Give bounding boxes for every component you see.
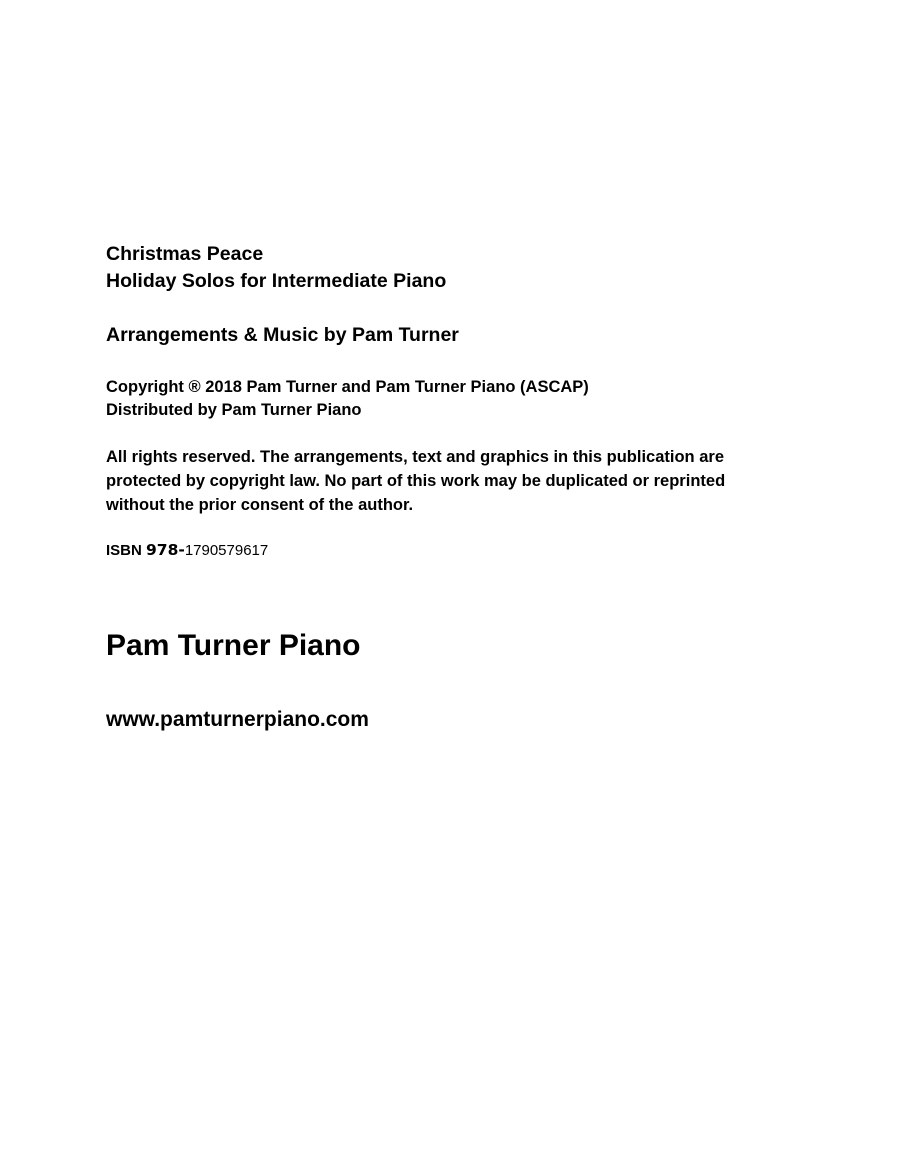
isbn — [106, 540, 268, 561]
rights-statement — [106, 445, 725, 517]
publisher-name: Pam Turner Piano — [106, 629, 361, 662]
title-block — [106, 241, 446, 295]
book-subtitle: Holiday Solos for Intermediate Piano — [106, 270, 447, 292]
rights-line-3: without the prior consent of the author. — [106, 496, 414, 514]
isbn-label: ISBN — [106, 542, 147, 559]
book-title: Christmas Peace — [106, 243, 264, 265]
rights-line-1: All rights reserved. The arrangements, text and graphics in this publication are — [106, 448, 724, 466]
isbn-prefix: 978- — [146, 541, 185, 559]
isbn-number: 1790579617 — [184, 542, 269, 559]
copyright-block — [106, 376, 589, 422]
arranger-credit: Arrangements & Music by Pam Turner — [106, 324, 459, 346]
copyright-notice: Copyright ® 2018 Pam Turner and Pam Turner Piano (ASCAP) — [106, 378, 589, 396]
rights-line-2: protected by copyright law. No part of this work may be duplicated or reprinted — [106, 472, 726, 490]
distribution-notice: Distributed by Pam Turner Piano — [106, 401, 362, 419]
publisher-website: www.pamturnerpiano.com — [106, 708, 369, 731]
